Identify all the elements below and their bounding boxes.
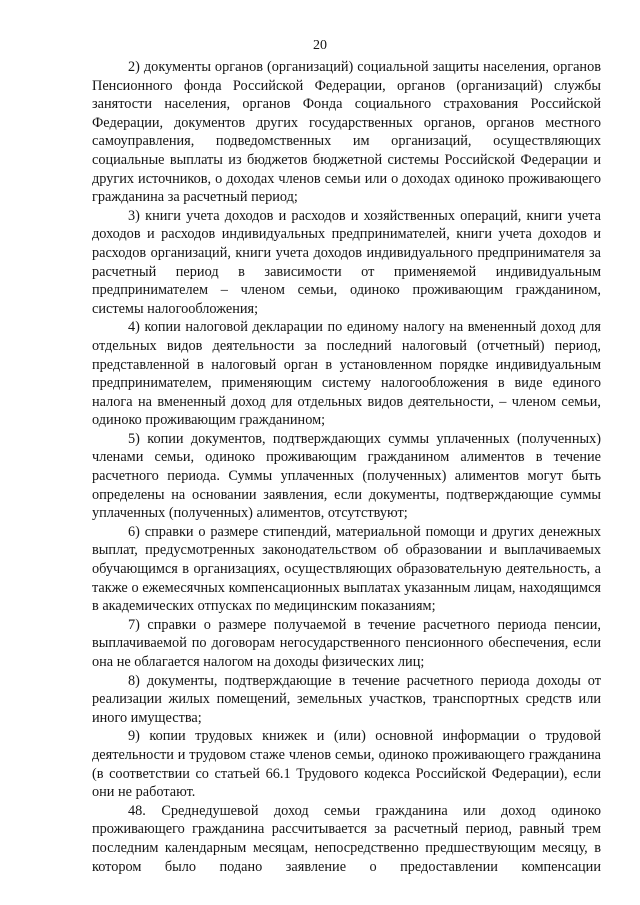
paragraph-item-5: 5) копии документов, подтверждающих суммы уплаченных (полученных) членами семьи, одиноко проживающим гражданином алиментов в течение расчетного периода. Суммы уплаченных (полученных) алиментов могут быть определены на основании заявления, если документы, подтверждающие суммы уплаченных (полученных) алиментов, отсутствуют; [92,430,601,522]
page-number: 20 [313,38,327,53]
paragraph-item-6: 6) справки о размере стипендий, материальной помощи и других денежных выплат, предусмотренных законодательством об образовании и выплачиваемых обучающимся в организациях, осуществляющих образовательную деятельность, а также о ежемесячных компенсационных выплатах указанным лицам, находящимся в академических отпусках по медицинским показаниям; [92,523,601,615]
paragraph-item-4: 4) копии налоговой декларации по единому налогу на вмененный доход для отдельных видов деятельности за последний налоговый (отчетный) период, представленной в налоговый орган в установленном порядке индивидуальным предпринимателем, применяющим систему налогообложения в виде единого налога на вмененный доход для отдельных видов деятельности, – членом семьи, одиноко проживающим гражданином; [92,319,601,429]
document-body [92,58,601,876]
paragraph-item-8: 8) документы, подтверждающие в течение расчетного периода доходы от реализации жилых помещений, земельных участков, транспортных средств или иного имущества; [92,672,601,726]
paragraph-item-7: 7) справки о размере получаемой в течение расчетного периода пенсии, выплачиваемой по договорам негосударственного пенсионного обеспечения, если она не облагается налогом на доходы физических лиц; [92,616,601,670]
paragraph-item-3: 3) книги учета доходов и расходов и хозяйственных операций, книги учета доходов и расходов индивидуальных предпринимателей, книги учета доходов и расходов организаций, книги учета доходов индивидуального предпринимателя за расчетный период в зависимости от применяемой индивидуальным предпринимателем – членом семьи, одиноко проживающим гражданином, системы налогообложения; [92,207,601,317]
paragraph-section-48: 48. Среднедушевой доход семьи гражданина или доход одиноко проживающего гражданина рассчитывается за расчетный период, равный трем последним календарным месяцам, непосредственно предшествующим месяцу, в котором было подано заявление о предоставлении компенсации [92,802,601,875]
paragraph-item-9: 9) копии трудовых книжек и (или) основной информации о трудовой деятельности и трудовом стаже членов семьи, одиноко проживающего гражданина (в соответствии со статьей 66.1 Трудового кодекса Российской Федерации), если они не работают. [92,728,601,801]
paragraph-item-2: 2) документы органов (организаций) социальной защиты населения, органов Пенсионного фонда Российской Федерации, органов (организаций) службы занятости населения, органов Фонда социального страхования Российской Федерации, документов других государственных органов, органов местного самоуправления, подведомственных им организаций, осуществляющих социальные выплаты из бюджетов бюджетной системы Российской Федерации и других источников, о доходах членов семьи или о доходах одиноко проживающего гражданина за расчетный период; [92,59,601,206]
